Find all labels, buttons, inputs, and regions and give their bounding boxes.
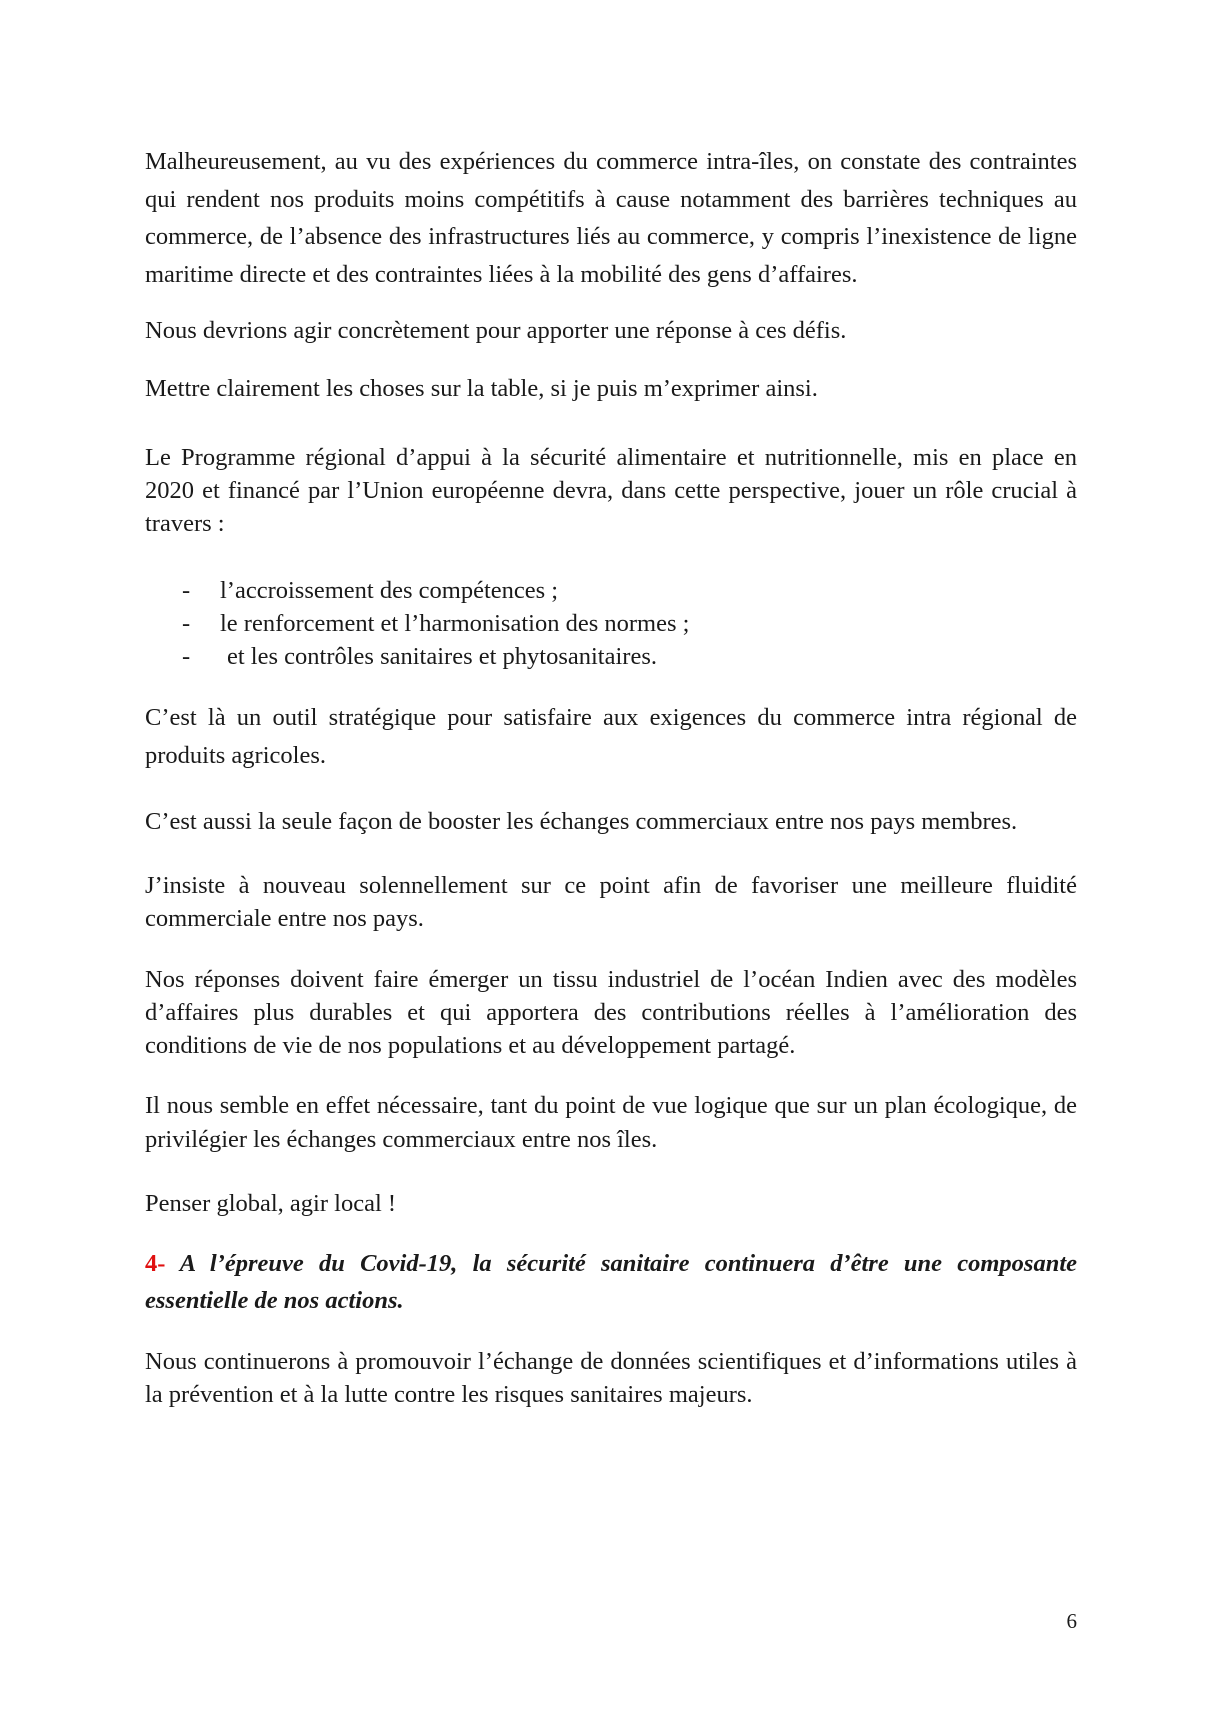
paragraph-scientific-data: Nous continuerons à promouvoir l’échange de données scientifiques et d’informations utiles à la prévention et à la lutte contre les risques sanitaires majeurs. [145, 1347, 1077, 1408]
bullet-text: et les contrôles sanitaires et phytosanitaires. [227, 643, 657, 670]
paragraph-regional-programme: Le Programme régional d’appui à la sécurité alimentaire et nutritionnelle, mis en place en 2020 et financé par l’Union européenne devra, dans cette perspective, jouer un rôle crucial à travers : [145, 444, 1077, 537]
bullet-marker: - [182, 610, 191, 637]
section-number: 4- [145, 1249, 166, 1277]
section-heading [145, 1245, 1077, 1320]
section-heading-text: A l’épreuve du Covid-19, la sécurité sanitaire continuera d’être une composante essentielle de nos actions. [145, 1249, 1078, 1314]
bullet-marker: - [182, 577, 191, 604]
paragraph-industrial-fabric: Nos réponses doivent faire émerger un tissu industriel de l’océan Indien avec des modèles d’affaires plus durables et qui apportera des contributions réelles à l’amélioration des conditions de vie de nos populations et au développement partagé. [145, 966, 1077, 1059]
paragraph-think-global: Penser global, agir local ! [145, 1190, 397, 1217]
paragraph-insist: J’insiste à nouveau solennellement sur ce point afin de favoriser une meilleure fluidité commerciale entre nos pays. [145, 872, 1077, 932]
bullet-marker: - [182, 643, 191, 670]
bullet-text: l’accroissement des compétences ; [220, 577, 559, 604]
bullet-text: le renforcement et l’harmonisation des normes ; [220, 610, 690, 637]
document-body [145, 143, 1077, 1411]
page-number: 6 [1066, 1609, 1077, 1633]
paragraph-ecological: Il nous semble en effet nécessaire, tant du point de vue logique que sur un plan écologique, de privilégier les échanges commerciaux entre nos îles. [145, 1092, 1077, 1153]
paragraph-act-concretely: Nous devrions agir concrètement pour apporter une réponse à ces défis. [145, 317, 847, 344]
paragraph-table: Mettre clairement les choses sur la table, si je puis m’exprimer ainsi. [145, 374, 818, 402]
list-item [145, 640, 1077, 673]
list-item [145, 607, 1077, 640]
paragraph-commerce-constraints: Malheureusement, au vu des expériences du commerce intra-îles, on constate des contraintes qui rendent nos produits moins compétitifs à cause notamment des barrières techniques au commerce, de l’absence des infrastructures liés au commerce, y compris l’inexistence de ligne maritime directe et des contraintes liées à la mobilité des gens d’affaires. [145, 148, 1077, 288]
paragraph-strategic-tool: C’est là un outil stratégique pour satisfaire aux exigences du commerce intra régional de produits agricoles. [145, 704, 1077, 769]
paragraph-boost-exchanges: C’est aussi la seule façon de booster les échanges commerciaux entre nos pays membres. [145, 808, 1018, 835]
bullet-list [145, 574, 1077, 673]
list-item [145, 574, 1077, 607]
